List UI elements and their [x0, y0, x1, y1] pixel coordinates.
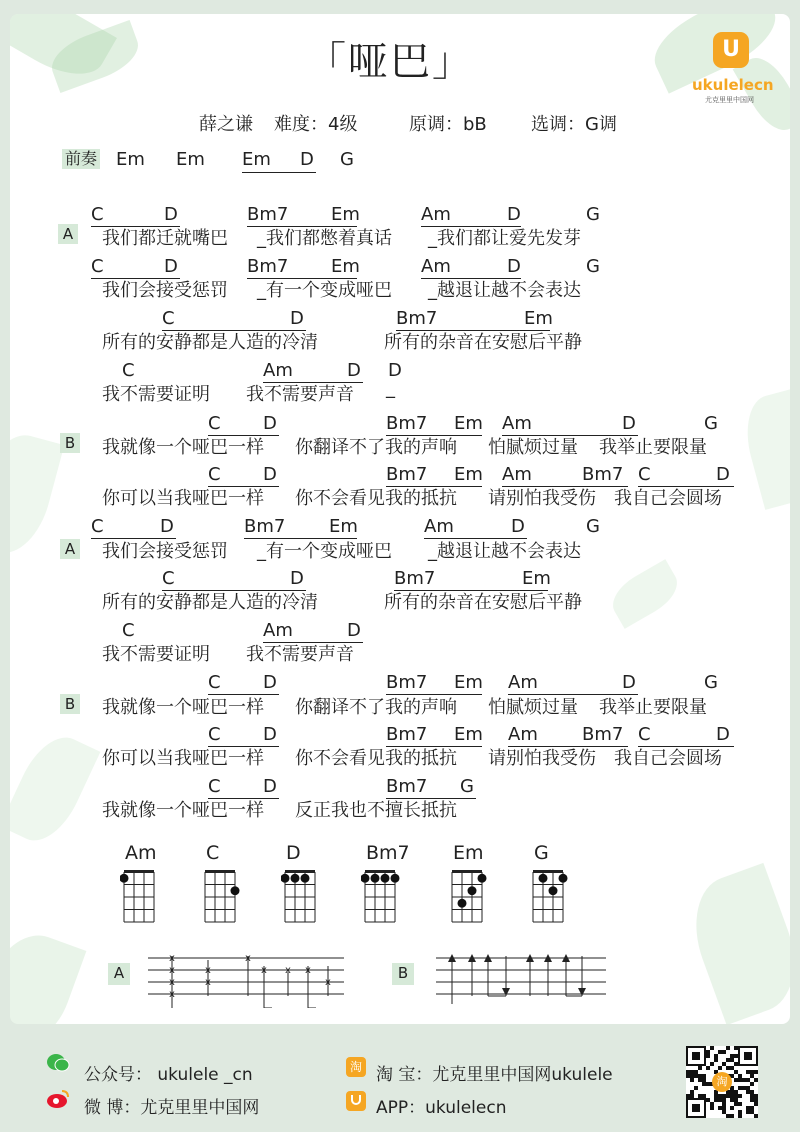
rhythm-pattern-b	[436, 952, 612, 1008]
chord-diagram	[281, 868, 321, 926]
rhythm-label-a: A	[108, 963, 130, 985]
lyric-phrase: 我自己会圆场	[614, 748, 722, 769]
svg-text:x: x	[169, 965, 175, 976]
chord-diagram	[120, 868, 160, 926]
chord-underline	[386, 798, 476, 799]
lyric-phrase: 你翻译不了我的声响	[295, 437, 457, 458]
finger-dot	[539, 874, 548, 883]
chord-symbol: C	[208, 672, 221, 693]
chord-diagram-name: D	[286, 842, 301, 864]
chord-symbol: Em	[454, 672, 483, 693]
ukulele-logo-icon: U	[713, 32, 749, 68]
chord-symbol: Em	[454, 413, 483, 434]
lyric-phrase: 所有的安静都是人造的冷清	[102, 332, 318, 353]
svg-text:x: x	[325, 977, 331, 988]
chord-symbol: Am	[424, 516, 454, 537]
chord-underline	[247, 226, 357, 227]
chord-symbol: Bm7	[247, 204, 289, 225]
logo-subtitle: 尤克里里中国网	[705, 96, 754, 104]
lyric-phrase: _越退让越不会表达	[428, 541, 581, 562]
weibo-account: 微 博：尤克里里中国网	[84, 1098, 260, 1118]
finger-dot	[371, 874, 380, 883]
chord-underline	[502, 486, 628, 487]
chord-symbol: C	[638, 464, 651, 485]
chord-underline	[394, 590, 548, 591]
chord-symbol: C	[91, 516, 104, 537]
finger-dot	[231, 886, 240, 895]
chord-symbol: Bm7	[394, 568, 436, 589]
chord-diagram	[361, 868, 401, 926]
taobao-store: 淘 宝：尤克里里中国网ukulele	[376, 1065, 613, 1085]
chord-symbol: Bm7	[386, 413, 428, 434]
lyric-phrase: 反正我也不擅长抵抗	[295, 800, 457, 821]
lyric-phrase: 我就像一个哑巴一样	[102, 697, 264, 718]
section-label-a: A	[60, 539, 80, 559]
chord-underline	[162, 590, 306, 591]
chord-symbol: C	[91, 204, 104, 225]
lyric-phrase: 请别怕我受伤	[488, 748, 596, 769]
finger-dot	[381, 874, 390, 883]
chord-symbol: D	[263, 776, 277, 797]
chord-symbol: D	[388, 360, 402, 381]
lyric-phrase: _有一个变成哑巴	[257, 280, 392, 301]
chord-symbol: C	[208, 724, 221, 745]
logo-text: ukulelecn	[692, 76, 774, 94]
chord-underline	[421, 278, 521, 279]
chord-symbol: Bm7	[386, 776, 428, 797]
finger-dot	[361, 874, 370, 883]
lyric-phrase: 你不会看见我的抵抗	[295, 488, 457, 509]
chord-underline	[386, 435, 482, 436]
wechat-icon	[46, 1052, 70, 1074]
chord-symbol: D	[622, 413, 636, 434]
chord-symbol: Am	[263, 620, 293, 641]
prelude-chord: Em	[176, 149, 205, 170]
chord-symbol: G	[586, 256, 600, 277]
original-key: 原调：bB	[409, 114, 487, 135]
chord-underline	[91, 226, 180, 227]
chord-symbol: Em	[524, 308, 553, 329]
lyric-phrase: _有一个变成哑巴	[257, 541, 392, 562]
chord-underline	[386, 694, 482, 695]
chord-symbol: D	[263, 672, 277, 693]
prelude-label: 前奏	[62, 149, 100, 169]
chord-symbol: D	[290, 308, 304, 329]
chord-symbol: D	[716, 464, 730, 485]
wechat-account: 公众号： ukulele _cn	[84, 1065, 253, 1085]
finger-dot	[391, 874, 400, 883]
chord-symbol: Em	[522, 568, 551, 589]
chord-symbol: C	[208, 464, 221, 485]
finger-dot	[281, 874, 290, 883]
chord-underline	[247, 278, 357, 279]
rhythm-pattern-a	[148, 952, 348, 1008]
qr-code[interactable]	[686, 1046, 758, 1118]
chosen-key: 选调：G调	[531, 114, 617, 135]
chord-diagram	[201, 868, 241, 926]
chord-underline	[91, 278, 180, 279]
finger-dot	[301, 874, 310, 883]
lyric-phrase: 你翻译不了我的声响	[295, 697, 457, 718]
prelude-chord: Em	[116, 149, 145, 170]
difficulty: 难度：4级	[274, 114, 358, 135]
svg-text:x: x	[205, 977, 211, 988]
chord-symbol: C	[91, 256, 104, 277]
chord-underline	[263, 382, 363, 383]
chord-symbol: Em	[331, 256, 360, 277]
chord-symbol: Bm7	[386, 672, 428, 693]
chord-symbol: C	[208, 413, 221, 434]
chord-underline	[208, 435, 279, 436]
chord-symbol: Bm7	[582, 464, 624, 485]
chord-symbol: D	[263, 464, 277, 485]
chord-symbol: D	[507, 256, 521, 277]
chord-diagram-name: C	[206, 842, 220, 864]
lyric-phrase: _我们都憋着真话	[257, 228, 392, 249]
lyric-phrase: 怕腻烦过量	[488, 437, 578, 458]
chord-symbol: C	[162, 568, 175, 589]
finger-dot	[559, 874, 568, 883]
svg-text:x: x	[205, 965, 211, 976]
section-label-b: B	[60, 694, 80, 714]
chord-underline	[263, 642, 363, 643]
chord-underline	[386, 486, 482, 487]
chord-symbol: Bm7	[247, 256, 289, 277]
lyric-phrase: 我不需要证明	[102, 644, 210, 665]
chord-symbol: C	[122, 620, 135, 641]
lyric-phrase: 我举止要限量	[599, 437, 707, 458]
lyric-phrase: 我不需要声音	[246, 384, 354, 405]
lyric-phrase: _越退让越不会表达	[428, 280, 581, 301]
chord-underline	[396, 330, 550, 331]
chord-underline	[244, 538, 357, 539]
song-title: 「哑巴」	[306, 39, 474, 85]
app-name: APP：ukulelecn	[376, 1098, 507, 1118]
lyric-phrase: 我们会接受惩罚	[102, 280, 228, 301]
chord-underline	[424, 538, 527, 539]
finger-dot	[478, 874, 487, 883]
chord-underline	[208, 798, 279, 799]
chord-symbol: D	[263, 724, 277, 745]
leaf-decoration	[737, 388, 790, 510]
chord-symbol: G	[704, 672, 718, 693]
weibo-icon	[46, 1089, 70, 1109]
chord-diagram-name: G	[534, 842, 549, 864]
artist: 薛之谦	[199, 114, 253, 135]
chord-underline	[208, 694, 279, 695]
lyric-phrase: 我就像一个哑巴一样	[102, 437, 264, 458]
leaf-decoration	[10, 924, 86, 1024]
chord-underline	[638, 746, 734, 747]
chord-underline	[508, 694, 638, 695]
taobao-icon: 淘	[346, 1057, 366, 1077]
chord-symbol: D	[622, 672, 636, 693]
svg-text:x: x	[261, 965, 267, 976]
chord-underline	[242, 172, 316, 173]
chord-symbol: Am	[421, 204, 451, 225]
chord-symbol: G	[704, 413, 718, 434]
prelude-chord: Em	[242, 149, 271, 170]
chord-underline	[502, 435, 638, 436]
chord-symbol: D	[164, 204, 178, 225]
chord-symbol: Am	[508, 724, 538, 745]
lyric-phrase: 我不需要证明	[102, 384, 210, 405]
chord-underline	[508, 746, 628, 747]
svg-text:x: x	[169, 977, 175, 988]
chord-symbol: C	[122, 360, 135, 381]
chord-symbol: Em	[329, 516, 358, 537]
app-icon	[346, 1091, 366, 1111]
chord-symbol: Bm7	[386, 464, 428, 485]
chord-diagram	[529, 868, 569, 926]
chord-underline	[638, 486, 734, 487]
finger-dot	[458, 899, 467, 908]
lyric-phrase: 我举止要限量	[599, 697, 707, 718]
finger-dot	[291, 874, 300, 883]
chord-diagram-name: Am	[125, 842, 157, 864]
chord-symbol: Bm7	[396, 308, 438, 329]
finger-dot	[468, 886, 477, 895]
chord-diagram-name: Em	[453, 842, 484, 864]
chord-underline	[208, 746, 279, 747]
chord-symbol: G	[460, 776, 474, 797]
prelude-chord: G	[340, 149, 354, 170]
finger-dot	[120, 874, 129, 883]
chord-symbol: D	[347, 620, 361, 641]
svg-text:x: x	[245, 953, 251, 964]
chord-symbol: Bm7	[244, 516, 286, 537]
chord-symbol: Em	[454, 724, 483, 745]
blank-mark: _	[386, 378, 395, 399]
chord-symbol: D	[511, 516, 525, 537]
chord-symbol: Bm7	[386, 724, 428, 745]
chord-symbol: Em	[454, 464, 483, 485]
lyric-phrase: 我就像一个哑巴一样	[102, 800, 264, 821]
chord-symbol: C	[638, 724, 651, 745]
chord-symbol: C	[162, 308, 175, 329]
chord-symbol: Am	[502, 464, 532, 485]
chord-underline	[208, 486, 279, 487]
chord-symbol: Em	[331, 204, 360, 225]
lyric-phrase: 怕腻烦过量	[488, 697, 578, 718]
chord-symbol: D	[160, 516, 174, 537]
svg-text:x: x	[169, 953, 175, 964]
chord-underline	[162, 330, 306, 331]
leaf-decoration	[679, 863, 790, 1024]
chord-symbol: D	[263, 413, 277, 434]
chord-symbol: D	[164, 256, 178, 277]
lyric-phrase: 我自己会圆场	[614, 488, 722, 509]
prelude-chord: D	[300, 149, 314, 170]
lyric-phrase: 你可以当我哑巴一样	[102, 488, 264, 509]
section-label-a: A	[58, 224, 78, 244]
lyric-phrase: 我们都迁就嘴巴	[102, 228, 228, 249]
lyric-phrase: 所有的杂音在安慰后平静	[384, 592, 582, 613]
qr-center-icon: 淘	[712, 1072, 732, 1092]
lyric-phrase: 我们会接受惩罚	[102, 541, 228, 562]
lyric-phrase: 你不会看见我的抵抗	[295, 748, 457, 769]
chord-symbol: Am	[263, 360, 293, 381]
chord-underline	[91, 538, 176, 539]
chord-diagram	[448, 868, 488, 926]
chord-symbol: G	[586, 516, 600, 537]
leaf-decoration	[605, 559, 686, 629]
chord-symbol: D	[290, 568, 304, 589]
chord-symbol: C	[208, 776, 221, 797]
lyric-phrase: 所有的安静都是人造的冷清	[102, 592, 318, 613]
leaf-decoration	[10, 726, 100, 851]
chord-underline	[386, 746, 482, 747]
chord-symbol: Am	[421, 256, 451, 277]
lyric-phrase: 请别怕我受伤	[488, 488, 596, 509]
section-label-b: B	[60, 433, 80, 453]
lyric-phrase: _我们都让爱先发芽	[428, 228, 581, 249]
chord-symbol: Am	[508, 672, 538, 693]
lyric-phrase: 你可以当我哑巴一样	[102, 748, 264, 769]
chord-symbol: D	[347, 360, 361, 381]
chord-underline	[421, 226, 521, 227]
chord-symbol: Bm7	[582, 724, 624, 745]
chord-symbol: Am	[502, 413, 532, 434]
svg-text:x: x	[285, 965, 291, 976]
chord-symbol: G	[586, 204, 600, 225]
lyric-phrase: 我不需要声音	[246, 644, 354, 665]
chord-symbol: D	[507, 204, 521, 225]
svg-text:x: x	[169, 989, 175, 1000]
chord-symbol: D	[716, 724, 730, 745]
svg-text:x: x	[305, 965, 311, 976]
finger-dot	[549, 886, 558, 895]
lyric-phrase: 所有的杂音在安慰后平静	[384, 332, 582, 353]
chord-diagram-name: Bm7	[366, 842, 410, 864]
leaf-decoration	[10, 427, 64, 561]
rhythm-label-b: B	[392, 963, 414, 985]
